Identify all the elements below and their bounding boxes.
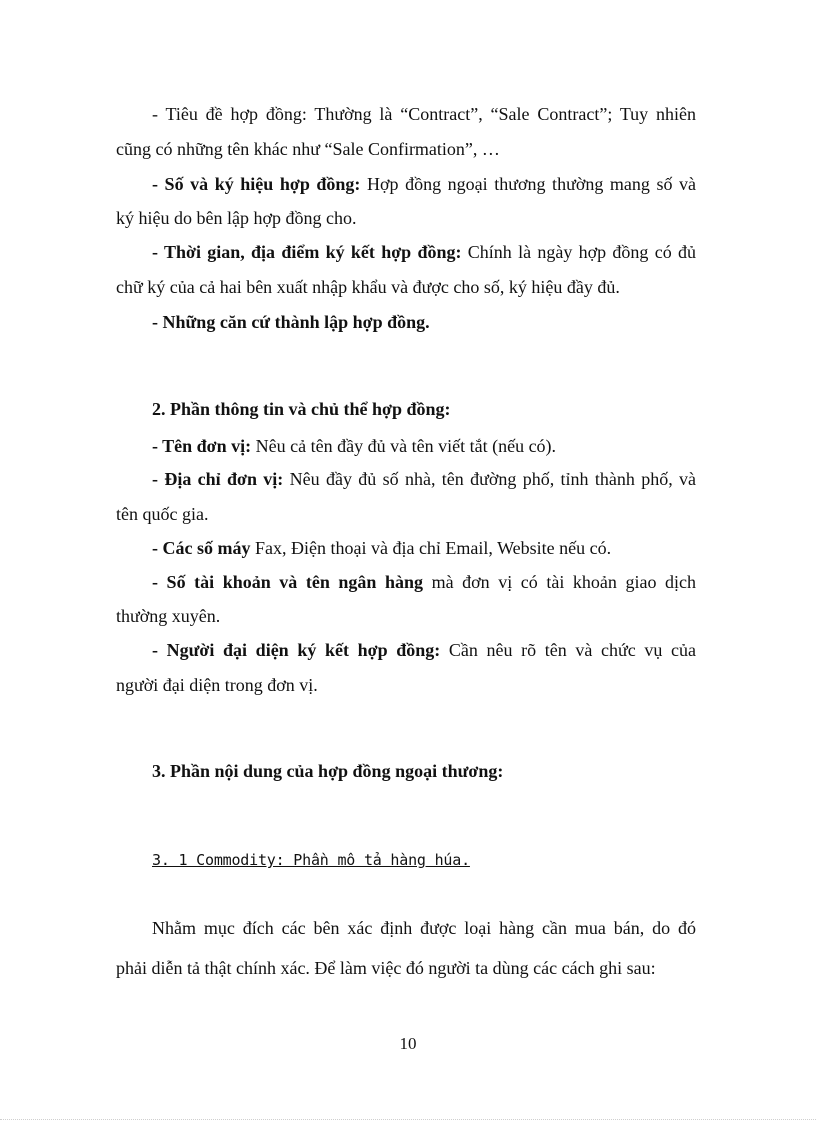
commodity-subheading: 3. 1 Commodity: Phần mô tả hàng húa. (152, 851, 470, 869)
phone-numbers-item (152, 537, 611, 559)
unit-address-text: Nêu đầy đủ số nhà, tên đường phố, tỉnh thành phố, và (289, 469, 697, 489)
signing-time-label: - Thời gian, địa điểm ký kết hợp đồng: (152, 242, 462, 262)
contract-number-text: Hợp đồng ngoại thương thường mang số và (367, 174, 697, 194)
signing-time-item (116, 241, 696, 263)
signing-time-text: Chính là ngày hợp đồng có đủ (467, 242, 697, 262)
page-bottom-divider (0, 1119, 816, 1120)
representative-continuation: người đại diện trong đơn vị. (116, 675, 318, 695)
page-number: 10 (399, 1034, 417, 1053)
section3-heading: 3. Phần nội dung của hợp đồng ngoại thương: (152, 761, 504, 781)
bank-account-continuation: thường xuyên. (116, 606, 221, 626)
unit-address-item (116, 468, 696, 490)
commodity-paragraph: Nhằm mục đích các bên xác định được loại hàng cần mua bán, do đó (152, 918, 696, 938)
unit-address-continuation: tên quốc gia. (116, 504, 209, 524)
contract-number-continuation: ký hiệu do bên lập hợp đồng cho. (116, 208, 357, 228)
phone-numbers-label: - Các số máy (152, 538, 251, 558)
contract-title-item (116, 103, 696, 125)
unit-address-label: - Địa chỉ đơn vị: (152, 469, 284, 489)
commodity-paragraph-continuation: phải diễn tả thật chính xác. Để làm việc đó người ta dùng các cách ghi sau: (116, 958, 656, 978)
unit-name-label: - Tên đơn vị: (152, 436, 252, 456)
phone-numbers-text: Fax, Điện thoại và địa chỉ Email, Website nếu có. (254, 538, 612, 558)
unit-name-text: Nêu cả tên đầy đủ và tên viết tắt (nếu có). (255, 436, 557, 456)
representative-label: - Người đại diện ký kết hợp đồng: (152, 640, 441, 660)
basis-item (152, 311, 430, 333)
unit-name-item (152, 435, 556, 457)
representative-text: Cần nêu rõ tên và chức vụ của (448, 640, 697, 660)
contract-number-item (116, 173, 696, 195)
contract-title-text: - Tiêu đề hợp đồng: Thường là “Contract”, “Sale Contract”; Tuy nhiên (152, 104, 696, 124)
contract-number-label: - Số và ký hiệu hợp đồng: (152, 174, 361, 194)
representative-item (116, 639, 696, 661)
basis-label: - Những căn cứ thành lập hợp đồng. (152, 312, 430, 332)
bank-account-text: mà đơn vị có tài khoản giao dịch (431, 572, 696, 592)
bank-account-label: - Số tài khoản và tên ngân hàng (152, 572, 424, 592)
contract-title-continuation: cũng có những tên khác như “Sale Confirmation”, … (116, 139, 500, 159)
section2-heading: 2. Phần thông tin và chủ thể hợp đồng: (152, 399, 451, 419)
bank-account-item (116, 571, 696, 593)
signing-time-continuation: chữ ký của cả hai bên xuất nhập khẩu và được cho số, ký hiệu đầy đủ. (116, 277, 620, 297)
